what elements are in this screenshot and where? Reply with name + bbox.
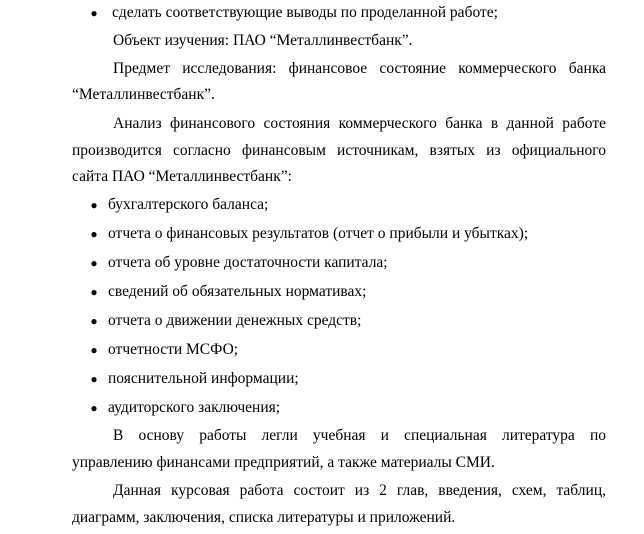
bullet-icon: ● [90, 343, 98, 357]
bullet-icon: ● [90, 372, 98, 386]
list-item-text: сделать соответствующие выводы по проделанной работе; [112, 4, 498, 21]
list-item-text: пояснительной информации; [108, 370, 299, 387]
literature-line-1: В основу работы легли учебная и специальная литература по [113, 427, 606, 444]
object-of-study: Объект изучения: ПАО “Металлинвестбанк”. [113, 32, 413, 49]
analysis-line-2: производится согласно финансовым источникам, взятых из официального [72, 142, 606, 159]
bullet-icon: ● [90, 198, 98, 212]
subject-line-1: Предмет исследования: финансовое состояние коммерческого банка [113, 60, 606, 77]
bullet-icon: ● [90, 401, 98, 415]
analysis-line-3: сайта ПАО “Металлинвестбанк”: [72, 168, 292, 185]
structure-line-2: диаграмм, заключения, списка литературы и приложений. [72, 509, 456, 526]
subject-line-2: “Металлинвестбанк”. [72, 86, 215, 103]
bullet-icon: ● [90, 285, 98, 299]
list-item-text: отчета о движении денежных средств; [108, 312, 362, 329]
literature-line-2: управлению финансами предприятий, а также материалы СМИ. [72, 454, 495, 471]
list-item-text: сведений об обязательных нормативах; [108, 283, 367, 300]
list-item-text: бухгалтерского баланса; [108, 196, 269, 213]
bullet-icon: ● [90, 227, 98, 241]
list-item-text: отчетности МСФО; [108, 341, 239, 358]
analysis-line-1: Анализ финансового состояния коммерческого банка в данной работе [113, 115, 606, 132]
bullet-icon: ● [90, 6, 98, 20]
list-item-text: аудиторского заключения; [108, 399, 281, 416]
structure-line-1: Данная курсовая работа состоит из 2 глав, введения, схем, таблиц, [113, 482, 606, 499]
bullet-icon: ● [90, 256, 98, 270]
list-item-text: отчета об уровне достаточности капитала; [108, 254, 388, 271]
bullet-icon: ● [90, 314, 98, 328]
list-item-text: отчета о финансовых результатов (отчет о прибыли и убытках); [108, 225, 529, 242]
